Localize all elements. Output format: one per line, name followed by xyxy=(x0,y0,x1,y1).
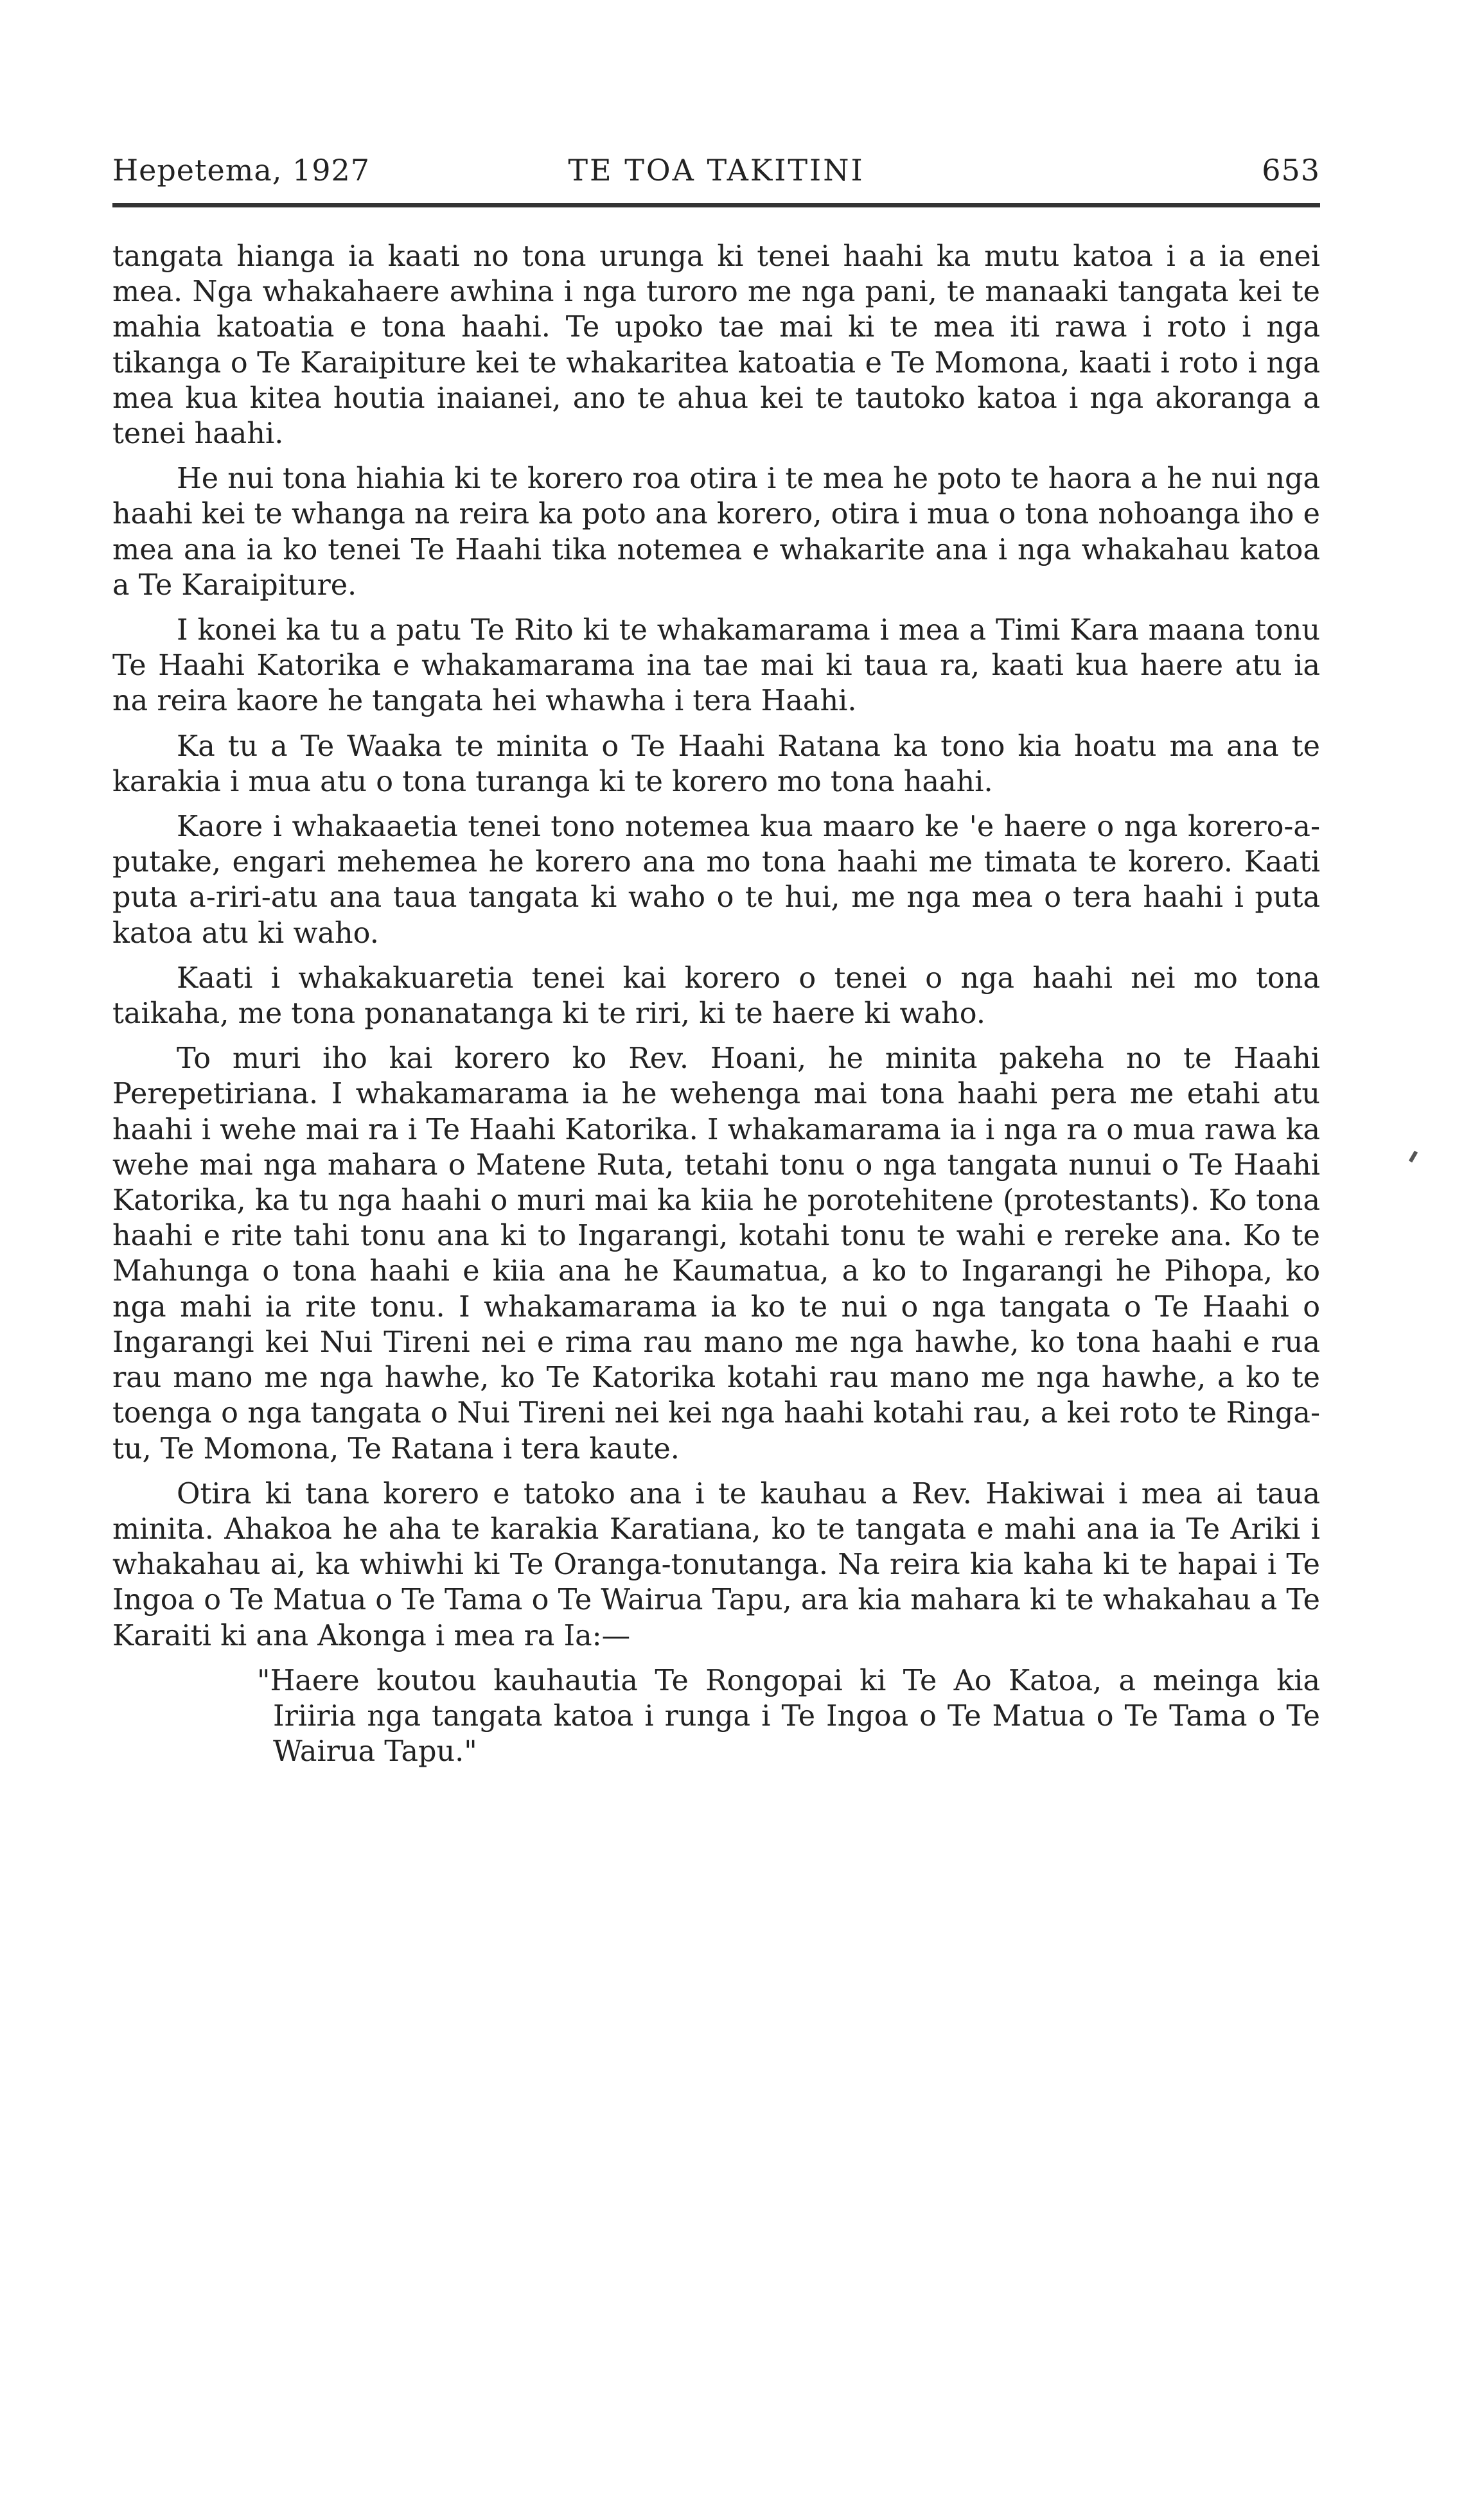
header-title: TE TOA TAKITINI xyxy=(568,153,865,188)
paragraph: Kaati i whakakuaretia tenei kai korero o tenei o nga haahi nei mo tona taikaha, me tona ponanatanga ki te riri, ki te haere ki waho. xyxy=(112,961,1320,1031)
paragraph: Kaore i whakaaetia tenei tono notemea kua maaro ke 'e haere o nga korero-a-putake, engari mehemea he korero ana mo tona haahi me timata te korero. Kaati puta a-riri-atu ana taua tangata ki waho o te hui, me nga mea o tera haahi i puta katoa atu ki waho. xyxy=(112,810,1320,950)
paragraph: Otira ki tana korero e tatoko ana i te kauhau a Rev. Hakiwai i mea ai taua minita. Ahakoa he aha te karakia Karatiana, ko te tangata e mahi ana ia Te Ariki i whakahau ai, ka whiwhi ki Te Oranga-tonutanga. Na reira kia kaha ki te hapai i Te Ingoa o Te Matua o Te Tama o Te Wairua Tapu, ara kia mahara ki te whakahau a Te Karaiti ki ana Akonga i mea ra Ia:— xyxy=(112,1477,1320,1652)
paragraph: Ka tu a Te Waaka te minita o Te Haahi Ratana ka tono kia hoatu ma ana te karakia i mua atu o tona turanga ki te korero mo tona haahi. xyxy=(112,730,1320,798)
paragraph: I konei ka tu a patu Te Rito ki te whakamarama i mea a Timi Kara maana tonu Te Haahi Katorika e whakamarama ina tae mai ki taua ra, kaati kua haere atu ia na reira kaore he tangata hei whawha i tera Haahi. xyxy=(112,614,1320,718)
header-date: Hepetema, 1927 xyxy=(112,153,371,188)
paragraph: tangata hianga ia kaati no tona urunga ki tenei haahi ka mutu katoa i a ia enei mea. Nga whakahaere awhina i nga turoro me nga pani, te manaaki tangata kei te mahia katoatia e tona haahi. Te upoko tae mai ki te mea iti rawa i roto i nga tikanga o Te Karaipiture kei te whakaritea katoatia e Te Momona, kaati i roto i nga mea kua kitea houtia inaianei, ano te ahua kei te tautoko katoa i nga akoranga a tenei haahi. xyxy=(112,240,1320,451)
paragraph: To muri iho kai korero ko Rev. Hoani, he minita pakeha no te Haahi Perepetiriana. I whakamarama ia he wehenga mai tona haahi pera me etahi atu haahi i wehe mai ra i Te Haahi Katorika. I whakamarama ia i nga ra o mua rawa ka wehe mai nga mahara o Matene Ruta, tetahi tonu o nga tangata nunui o Te Haahi Katorika, ka tu nga haahi o muri mai ka kiia he porotehitene (protestants). Ko tona haahi e rite tahi tonu ana ki to Ingarangi, kotahi tonu te wahi e rereke ana. Ko te Mahunga o tona haahi e kiia ana he Kaumatua, a ko to Ingarangi he Pihopa, ko nga mahi ia rite tonu. I whakamarama ia ko te nui o nga tangata o Te Haahi o Ingarangi kei Nui Tireni nei e rima rau mano me nga hawhe, ko tona haahi e rua rau mano me nga hawhe, ko Te Katorika kotahi rau mano me nga hawhe, a ko te toenga o nga tangata o Nui Tireni nei kei nga haahi kotahi rau, a kei roto te Ringa-tu, Te Momona, Te Ratana i tera kaute. xyxy=(112,1042,1320,1466)
scripture-quote: "Haere koutou kauhautia Te Rongopai ki Te Ao Katoa, a meinga kia Iriiria nga tangata katoa i runga i Te Ingoa o Te Matua o Te Tama o Te Wairua Tapu." xyxy=(257,1664,1320,1769)
article-body xyxy=(112,239,1320,1779)
header-rule xyxy=(112,203,1320,207)
paragraph: He nui tona hiahia ki te korero roa otira i te mea he poto te haora a he nui nga haahi kei te whanga na reira ka poto ana korero, otira i mua o tona nohoanga iho e mea ana ia ko tenei Te Haahi tika notemea e whakarite ana i nga whakahau katoa a Te Karaipiture. xyxy=(112,462,1320,602)
running-header xyxy=(112,153,1320,198)
scan-speck xyxy=(1409,1151,1418,1163)
page-number: 653 xyxy=(1262,153,1320,188)
